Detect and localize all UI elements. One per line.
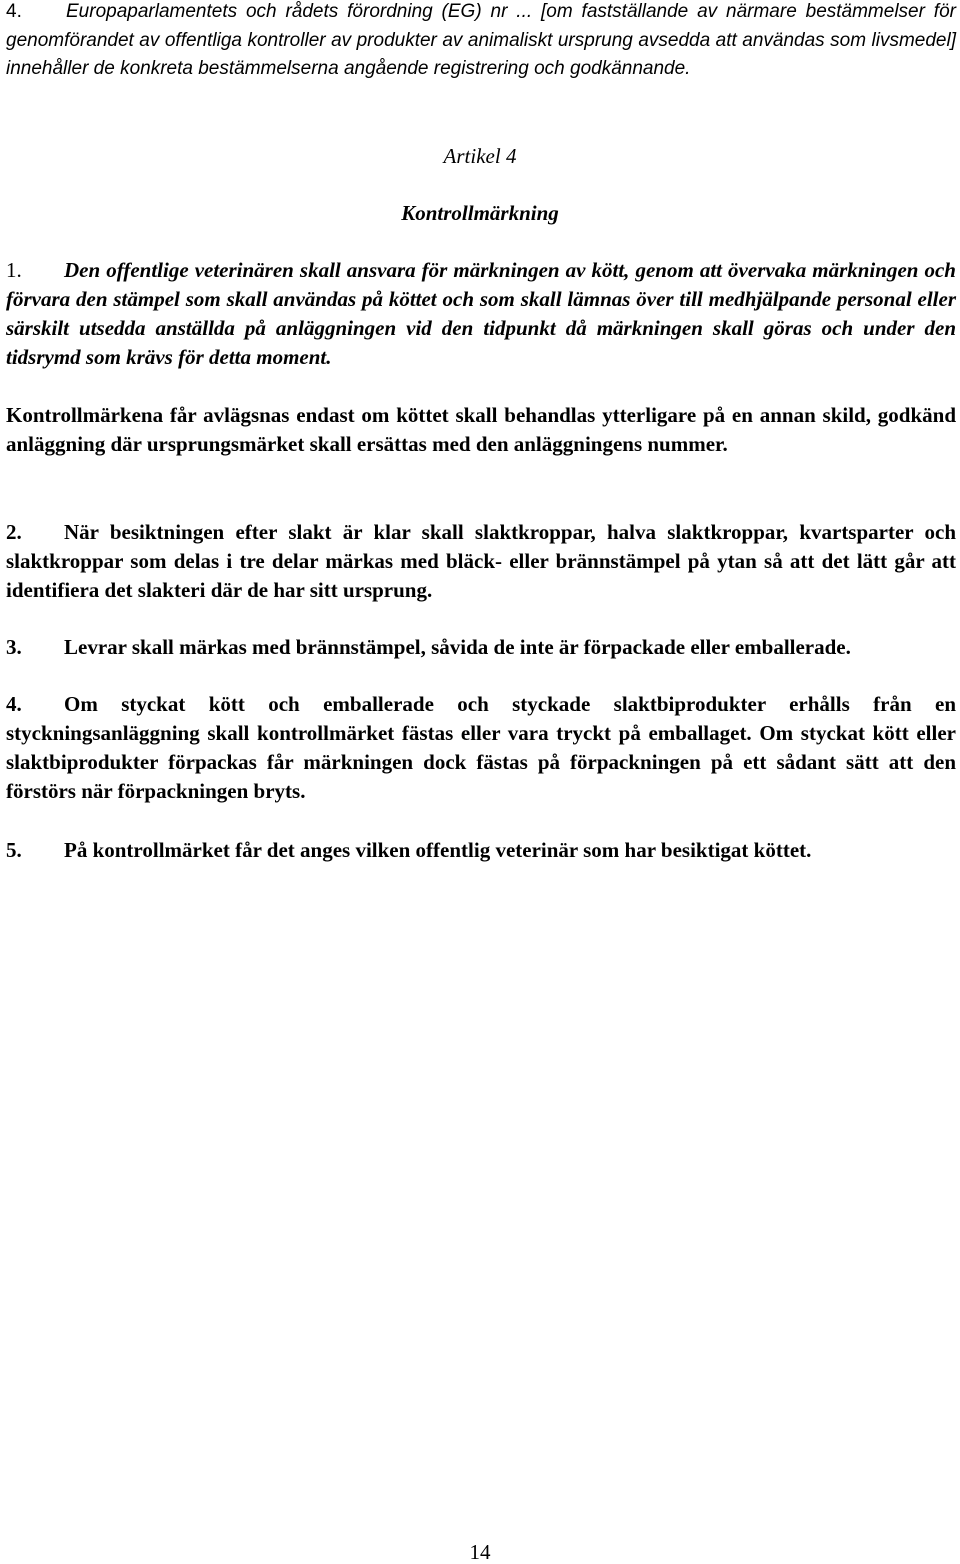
intro-number: 4.: [6, 1, 22, 22]
paragraph-2-number: 2.: [6, 520, 22, 544]
paragraph-3-text: Levrar skall märkas med brännstämpel, såvida de inte är förpackade eller emballerade.: [64, 635, 851, 659]
paragraph-4: [6, 690, 956, 806]
paragraph-5-text: På kontrollmärket får det anges vilken offentlig veterinär som har besiktigat köttet.: [64, 838, 812, 862]
article-number: Artikel 4: [443, 144, 517, 168]
page-number: 14: [469, 1540, 491, 1564]
intro-text: Europaparlamentets och rådets förordning (EG) nr ... [om fastställande av närmare bestämmelser för genomförandet av offentliga kontroller av produkter av animaliskt ursprung avsedda att användas som livsmedel] innehåller de konkreta bestämmelserna angående registrering och godkännande.: [6, 1, 956, 79]
intro-paragraph: [6, 0, 956, 84]
paragraph-5: [6, 836, 956, 865]
paragraph-5-number: 5.: [6, 838, 22, 862]
paragraph-1-text: Den offentlige veterinären skall ansvara för märkningen av kött, genom att övervaka märkningen och förvara den stämpel som skall användas på köttet och som skall lämnas över till medhjälpande personal eller särskilt utsedda anställda på anläggningen vid den tidpunkt då märkningen skall göras och under den tidsrymd som krävs för detta moment.: [6, 258, 956, 369]
article-title: Kontrollmärkning: [401, 201, 559, 225]
paragraph-1-number: 1.: [6, 258, 22, 282]
paragraph-1-continued-text: Kontrollmärkena får avlägsnas endast om köttet skall behandlas ytterligare på en annan skild, godkänd anläggning där ursprungsmärket skall ersättas med den anläggningens nummer.: [6, 403, 956, 456]
paragraph-2: [6, 518, 956, 605]
paragraph-1: [6, 256, 956, 372]
paragraph-2-text: När besiktningen efter slakt är klar skall slaktkroppar, halva slaktkroppar, kvartsparter och slaktkroppar som delas i tre delar märkas med bläck- eller brännstämpel på ytan så att det lätt går att identifiera det slakteri där de har sitt ursprung.: [6, 520, 956, 602]
paragraph-4-number: 4.: [6, 692, 22, 716]
paragraph-1-continued: [6, 401, 956, 459]
paragraph-4-text: Om styckat kött och emballerade och styckade slaktbiprodukter erhålls från en styckningsanläggning skall kontrollmärket fästas eller vara tryckt på emballaget. Om styckat kött eller slaktbiprodukter förpackas får märkningen dock fästas på förpackningen på ett sådant sätt att den förstörs när förpackningen bryts.: [6, 692, 956, 803]
paragraph-3-number: 3.: [6, 635, 22, 659]
paragraph-3: [6, 633, 956, 662]
